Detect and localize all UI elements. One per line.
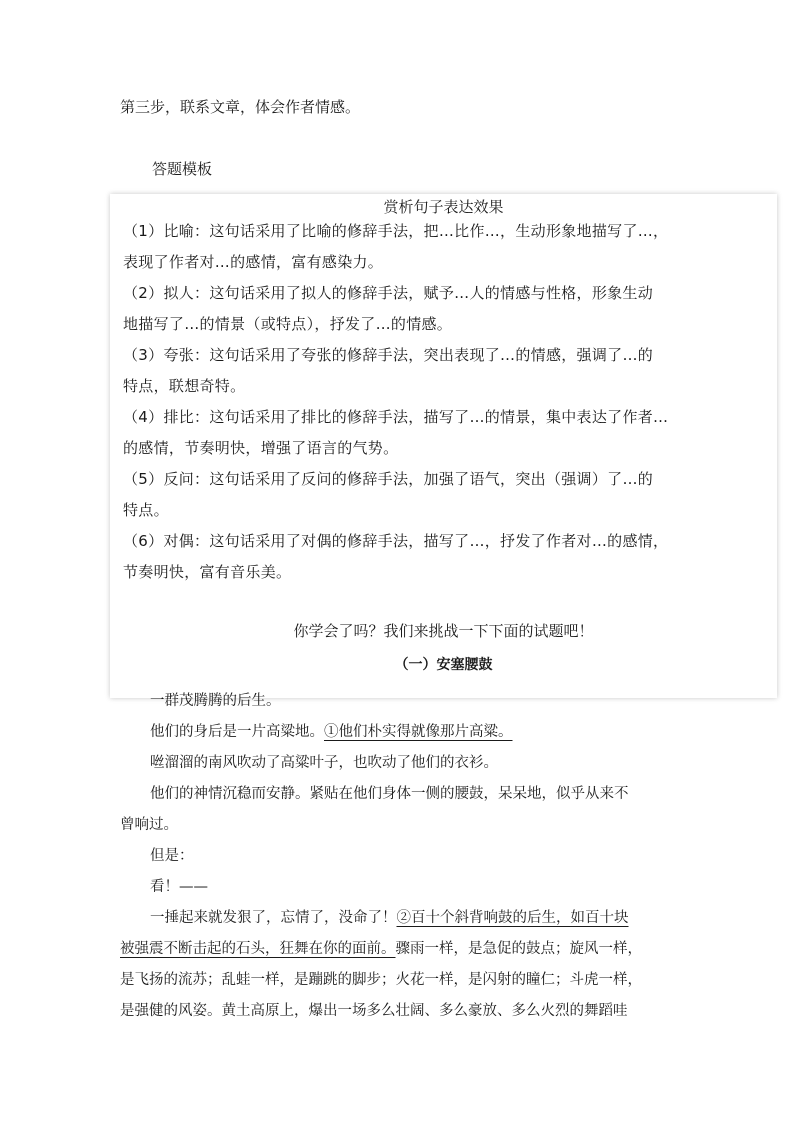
challenge-prompt: 你学会了吗？我们来挑战一下下面的试题吧！ xyxy=(293,622,594,640)
step3-text: 第三步，联系文章，体会作者情感。 xyxy=(120,98,361,116)
item-line: 特点，联想奇特。 xyxy=(123,377,246,395)
item-parallelism xyxy=(123,402,773,464)
template-heading: 答题模板 xyxy=(152,160,213,178)
passage-text: 骤雨一样，是急促的鼓点；旋风一样， xyxy=(395,941,642,957)
passage-paragraph-continued: 是飞扬的流苏；乱蛙一样，是蹦跳的脚步；火花一样，是闪射的瞳仁；斗虎一样， xyxy=(120,972,642,988)
passage-paragraph xyxy=(120,717,680,748)
template-box xyxy=(110,194,777,698)
item-line: （1）比喻：这句话采用了比喻的修辞手法，把…比作…，生动形象地描写了…， xyxy=(123,222,669,240)
passage-paragraph-continued xyxy=(120,934,680,965)
passage-paragraph: 看！—— xyxy=(150,879,208,895)
section-title: （一）安塞腰鼓 xyxy=(394,657,493,673)
item-line: （6）对偶：这句话采用了对偶的修辞手法，描写了…，抒发了作者对…的感情， xyxy=(123,532,669,550)
item-line: 节奏明快，富有音乐美。 xyxy=(123,563,292,581)
passage-text: 他们的身后是一片高粱地。 xyxy=(150,724,324,740)
box-title: 赏析句子表达效果 xyxy=(383,198,504,216)
passage-text: 一捶起来就发狠了，忘情了，没命了！ xyxy=(150,910,397,926)
template-items xyxy=(123,216,773,588)
item-line: 表现了作者对…的感情，富有感染力。 xyxy=(123,253,384,271)
underlined-sentence-2: ②百十个斜背响鼓的后生，如百十块 xyxy=(396,910,629,926)
item-line: 特点。 xyxy=(123,501,169,519)
item-line: 的感情，节奏明快，增强了语言的气势。 xyxy=(123,439,399,457)
item-antithesis xyxy=(123,526,773,588)
passage-paragraph xyxy=(120,903,680,934)
passage-paragraph: 他们的神情沉稳而安静。紧贴在他们身体一侧的腰鼓，呆呆地，似乎从来不 xyxy=(150,786,629,802)
underlined-sentence-2-cont: 被强震不断击起的石头，狂舞在你的面前。 xyxy=(120,941,396,957)
passage-paragraph-continued: 是强健的风姿。黄土高原上，爆出一场多么壮阔、多么豪放、多么火烈的舞蹈哇 xyxy=(120,1003,628,1019)
item-rhetorical-question xyxy=(123,464,773,526)
item-line: （4）排比：这句话采用了排比的修辞手法，描写了…的情景，集中表达了作者… xyxy=(123,408,669,426)
item-line: 地描写了…的情景（或特点），抒发了…的情感。 xyxy=(123,315,453,333)
passage-paragraph: 咝溜溜的南风吹动了高粱叶子，也吹动了他们的衣衫。 xyxy=(150,755,498,771)
passage-paragraph: 一群茂腾腾的后生。 xyxy=(150,693,281,709)
item-line: （2）拟人：这句话采用了拟人的修辞手法，赋予…人的情感与性格，形象生动 xyxy=(123,284,654,302)
item-metaphor xyxy=(123,216,773,278)
passage-paragraph: 但是： xyxy=(150,848,194,864)
item-line: （5）反问：这句话采用了反问的修辞手法，加强了语气，突出（强调）了…的 xyxy=(123,470,654,488)
passage xyxy=(120,686,680,1027)
underlined-sentence-1: ①他们朴实得就像那片高粱。 xyxy=(324,724,513,740)
item-hyperbole xyxy=(123,340,773,402)
passage-paragraph-continued: 曾响过。 xyxy=(120,817,178,833)
item-line: （3）夸张：这句话采用了夸张的修辞手法，突出表现了…的情感，强调了…的 xyxy=(123,346,654,364)
item-personification xyxy=(123,278,773,340)
